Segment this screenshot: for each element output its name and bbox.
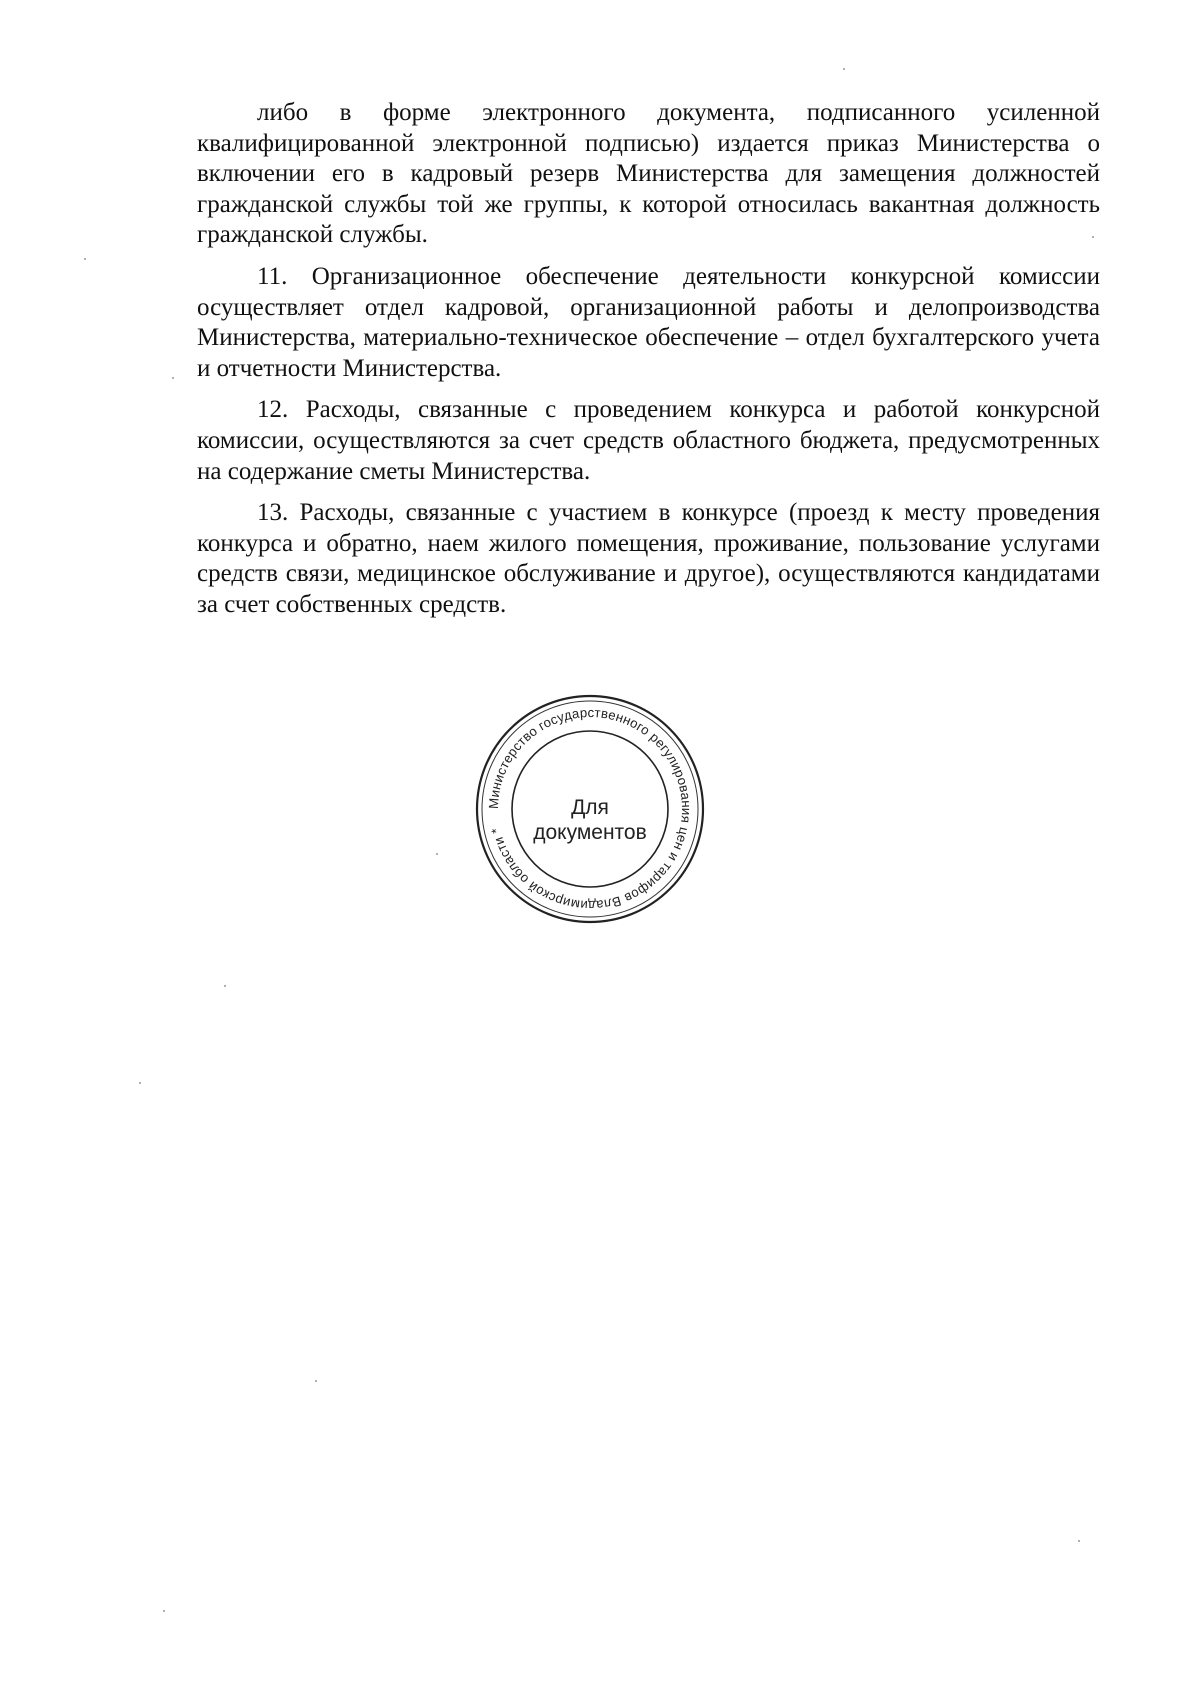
scan-speck	[843, 68, 845, 70]
scan-speck	[163, 1610, 165, 1612]
seal-center-line2: документов	[533, 821, 647, 844]
paragraph-13: 13. Расходы, связанные с участием в конкурсе (проезд к месту проведения конкурса и обратно, наем жилого помещения, проживание, пользование услугами средств связи, медицинское обслуживание и другое), осуществляются кандидатами за счет собственных средств.	[197, 499, 1100, 618]
scan-speck	[1092, 236, 1094, 238]
document-body	[197, 98, 1100, 632]
paragraph-12: 12. Расходы, связанные с проведением конкурса и работой конкурсной комиссии, осуществляются за счет средств областного бюджета, предусмотренных на содержание сметы Министерства.	[197, 396, 1100, 485]
seal-center-line1: Для	[571, 796, 609, 819]
seal-icon	[474, 693, 706, 925]
scan-speck	[315, 1380, 317, 1382]
scan-speck	[172, 377, 174, 379]
scan-speck	[436, 853, 438, 855]
paragraph-continuation: либо в форме электронного документа, подписанного усиленной квалифицированной электронной подписью) издается приказ Министерства о включении его в кадровый резерв Министерства для замещения должностей гражданской службы той же группы, к которой относилась вакантная должность гражданской службы.	[197, 99, 1100, 249]
seal-ring-text: Министерство государственного регулирования цен и тарифов Владимирской области *	[485, 704, 695, 914]
official-seal-stamp	[474, 693, 706, 925]
scan-speck	[1078, 1540, 1080, 1542]
scan-speck	[224, 985, 226, 987]
paragraph-11: 11. Организационное обеспечение деятельности конкурсной комиссии осуществляет отдел кадровой, организационной работы и делопроизводства Министерства, материально-техническое обеспечение – отдел бухгалтерского учета и отчетности Министерства.	[197, 262, 1100, 382]
scan-speck	[139, 1082, 141, 1084]
scan-speck	[84, 258, 86, 260]
